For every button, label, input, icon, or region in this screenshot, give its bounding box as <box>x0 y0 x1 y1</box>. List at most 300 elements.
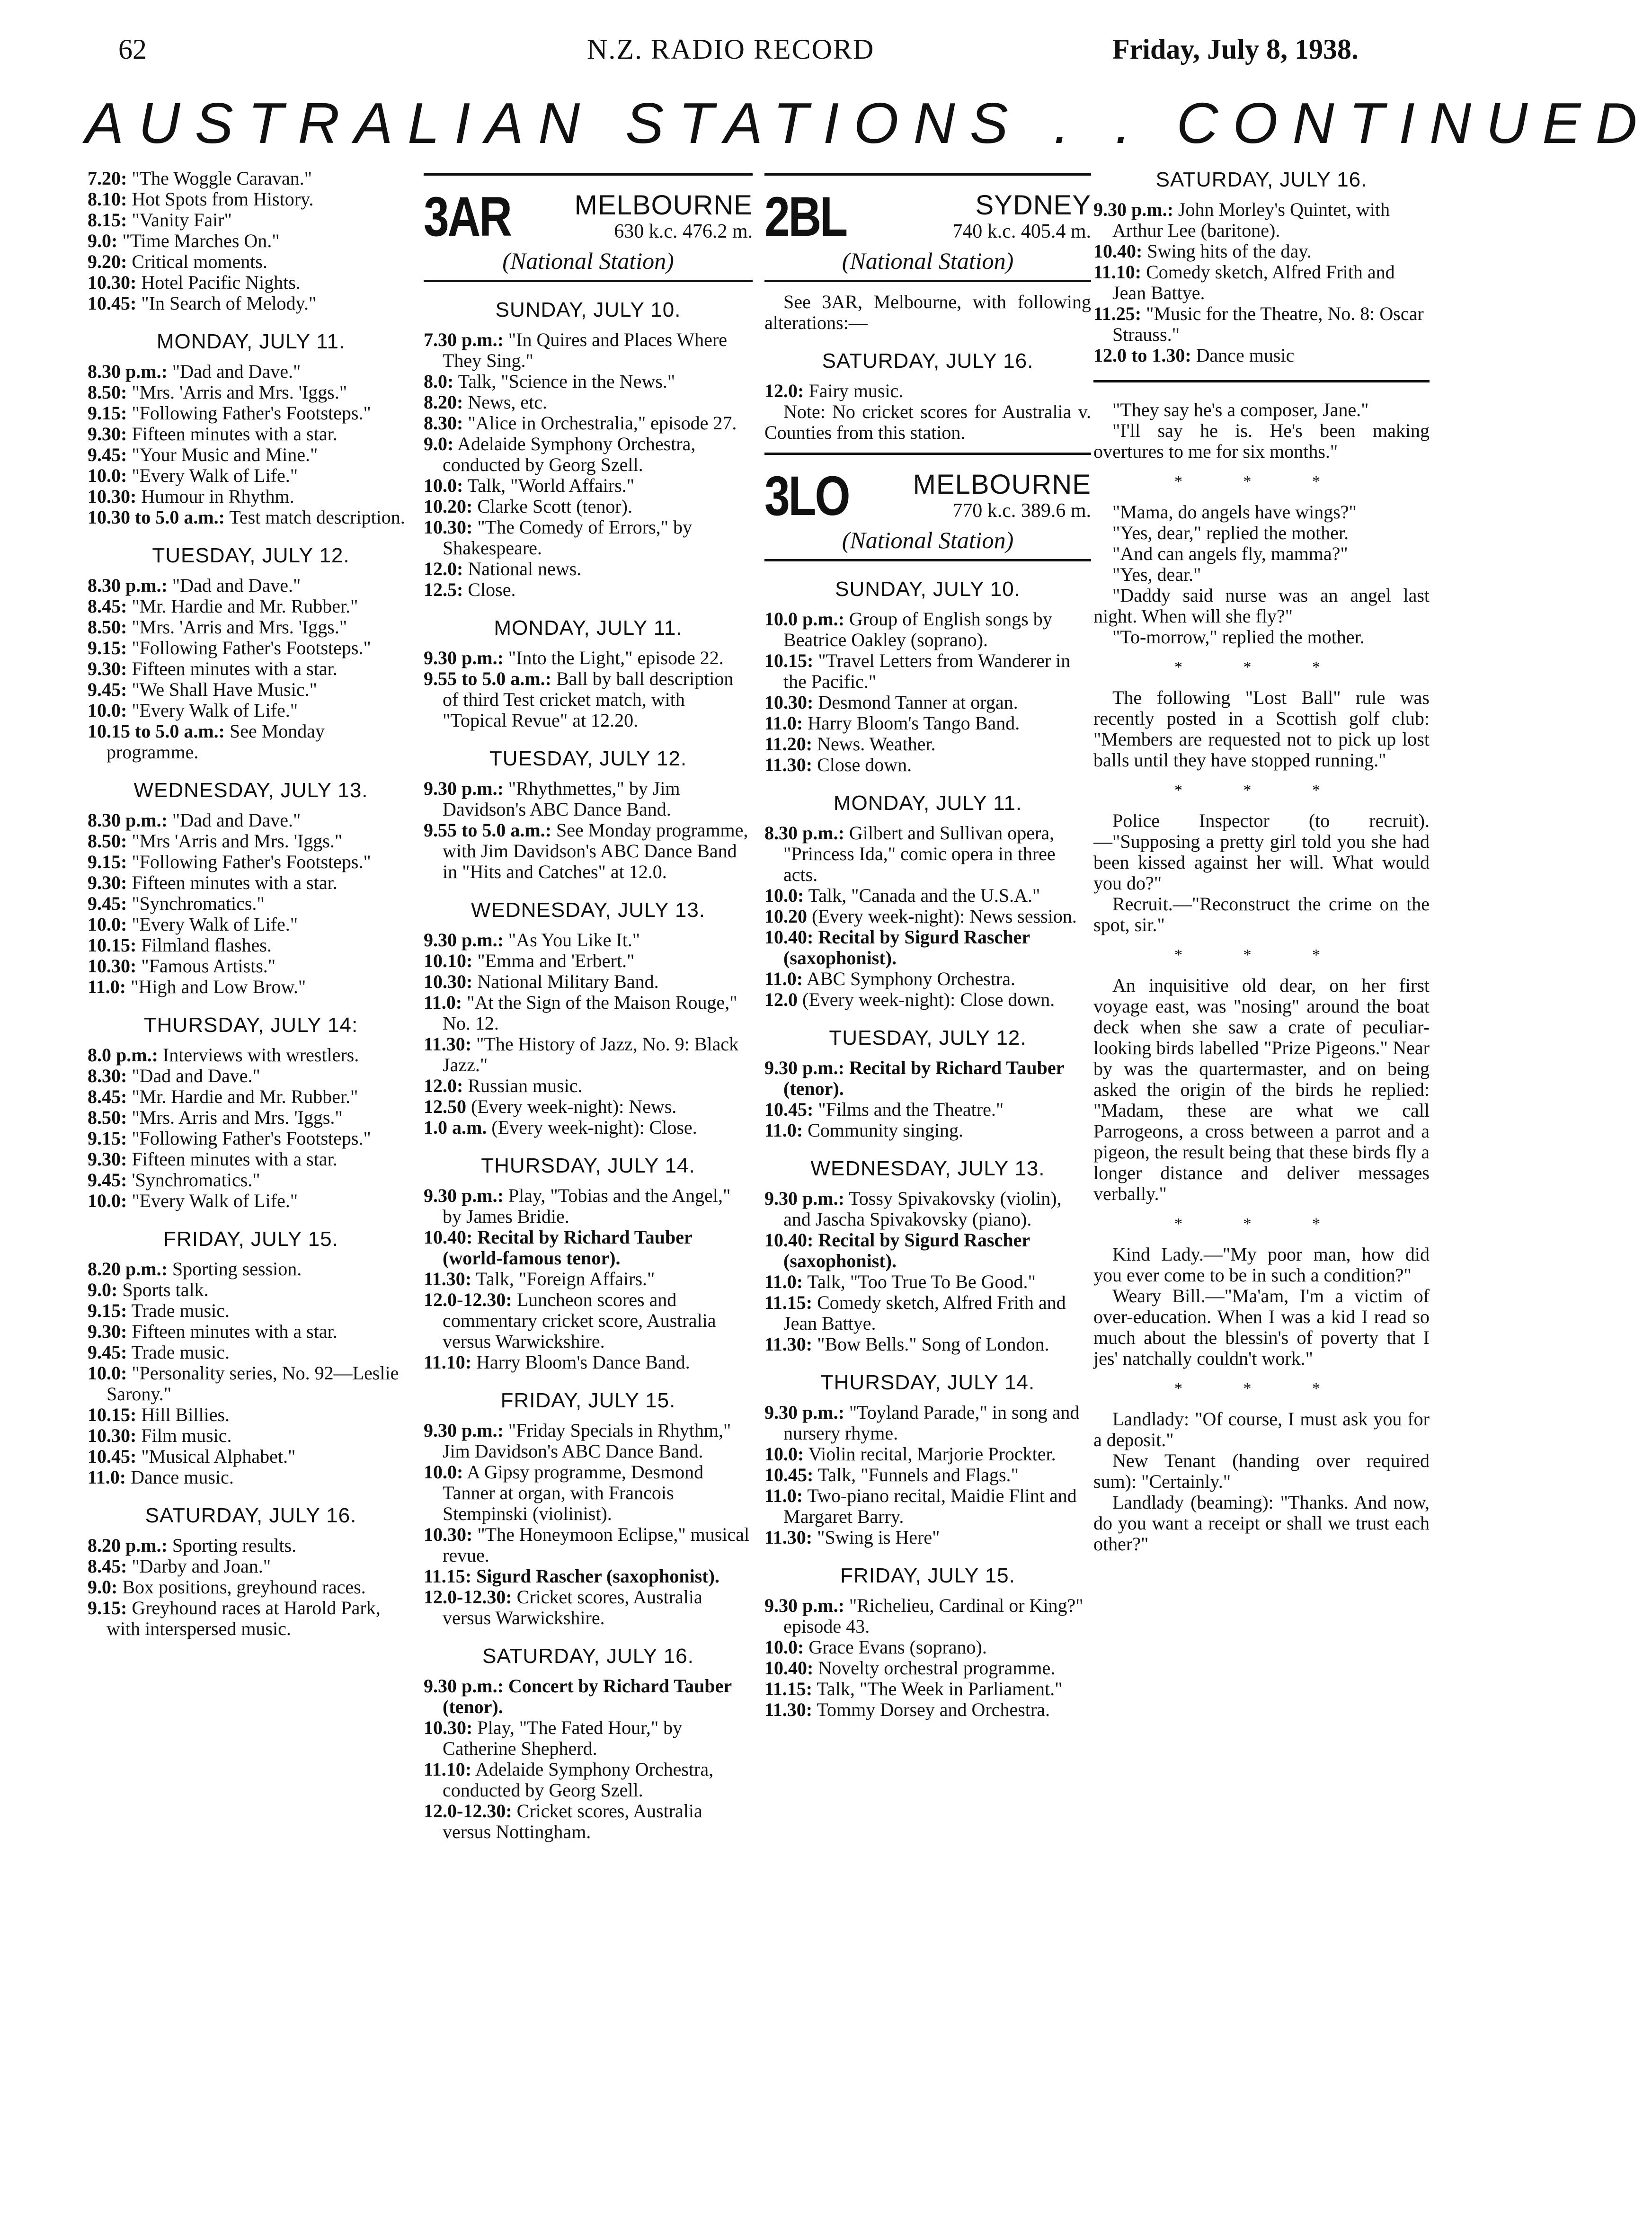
program-item <box>88 679 414 700</box>
column-4 <box>1093 168 1430 1555</box>
program-item <box>88 465 414 486</box>
program-item <box>88 721 414 763</box>
joke-paragraph: "And can angels fly, mamma?" <box>1112 543 1348 564</box>
program-item <box>88 231 414 251</box>
section-banner: AUSTRALIAN STATIONS . . CONTINUED <box>85 91 1652 155</box>
program-time: 11.0: <box>764 1485 803 1506</box>
day-heading: SUNDAY, JULY 10. <box>835 578 1021 601</box>
joke-paragraph: "To-morrow," replied the mother. <box>1112 626 1365 648</box>
program-item <box>88 1467 414 1488</box>
divider <box>424 280 753 282</box>
program-title: "Following Father's Footsteps." <box>127 402 371 424</box>
program-time: 9.30 p.m.: <box>424 929 504 951</box>
program-title: "Every Walk of Life." <box>127 914 298 935</box>
program-item <box>88 1446 414 1467</box>
program-time: 10.0: <box>764 1636 804 1658</box>
program-item <box>88 575 414 596</box>
program-title: Sporting session. <box>167 1258 302 1280</box>
program-title: "Following Father's Footsteps." <box>127 851 371 872</box>
program-title: Clarke Scott (tenor). <box>472 496 633 517</box>
program-title: Talk, "Canada and the U.S.A." <box>804 885 1040 906</box>
program-item <box>424 1801 753 1842</box>
program-title: Fifteen minutes with a star. <box>127 872 338 893</box>
program-time: 10.40: <box>764 1657 814 1679</box>
program-title: "Musical Alphabet." <box>136 1446 296 1467</box>
day-listings <box>764 578 1091 1720</box>
program-title: 'Synchromatics." <box>127 1169 260 1191</box>
program-time: 10.0: <box>88 914 127 935</box>
column-3 <box>764 170 1091 1720</box>
program-title: "High and Low Brow." <box>126 976 306 997</box>
program-time: 9.45: <box>88 444 127 465</box>
program-item <box>88 1404 414 1425</box>
day-listings <box>424 298 753 1842</box>
program-title: Novelty orchestral programme. <box>813 1657 1056 1679</box>
program-time: 9.15: <box>88 1300 127 1321</box>
program-title: "Into the Light," episode 22. <box>503 647 724 668</box>
program-title: "Bow Bells." Song of London. <box>812 1333 1049 1355</box>
program-item <box>424 434 753 475</box>
station-header-3lo <box>764 465 1091 527</box>
program-time: 8.20 p.m.: <box>88 1258 168 1280</box>
program-title: Filmland flashes. <box>136 934 272 956</box>
day-heading: SATURDAY, JULY 16. <box>822 349 1034 373</box>
station-city: MELBOURNE <box>913 469 1091 500</box>
program-item <box>764 381 1091 401</box>
program-title: (Every week-night): Close down. <box>798 989 1055 1010</box>
program-item <box>88 1535 414 1556</box>
program-item <box>88 272 414 293</box>
program-item <box>764 1271 1091 1292</box>
program-time: 9.30 p.m.: <box>1093 199 1173 220</box>
program-item <box>764 1595 1091 1637</box>
program-item <box>424 1587 753 1628</box>
program-item <box>764 1485 1091 1527</box>
program-item <box>1093 262 1430 303</box>
program-time: 8.45: <box>88 1555 127 1577</box>
program-title: Hotel Pacific Nights. <box>136 272 301 293</box>
program-item <box>764 885 1091 906</box>
program-title: Community singing. <box>803 1120 964 1141</box>
program-title: Adelaide Symphony Orchestra, conducted by Georg Szell. <box>443 1759 714 1801</box>
program-title: Cricket scores, Australia versus Nottingham. <box>443 1800 702 1842</box>
program-item <box>424 1462 753 1524</box>
program-item <box>88 251 414 272</box>
station-type: (National Station) <box>502 248 674 274</box>
program-item <box>424 496 753 517</box>
program-item <box>88 700 414 721</box>
program-item <box>424 648 753 668</box>
program-title: "In Search of Melody." <box>136 293 317 314</box>
program-item <box>88 1107 414 1128</box>
program-title: Harry Bloom's Dance Band. <box>471 1351 690 1373</box>
program-title: Play, "The Fated Hour," by Catherine Shepherd. <box>443 1717 683 1759</box>
station-call-sign: 3LO <box>764 465 849 527</box>
day-listing-single <box>1093 168 1430 366</box>
program-title: (Every week-night): News session. <box>807 906 1077 927</box>
joke-paragraph: Landlady (beaming): "Thanks. And now, do you want a receipt or shall we trust each other?" <box>1093 1492 1430 1555</box>
program-title: National Military Band. <box>472 971 659 992</box>
program-time: 10.45: <box>764 1099 814 1120</box>
program-time: 11.20: <box>764 733 813 755</box>
joke-paragraph: The following "Lost Ball" rule was recently posted in a Scottish golf club: "Members are requested not to pick up lost balls until they have stopped running." <box>1093 687 1430 771</box>
joke-paragraph: An inquisitive old dear, on her first voyage east, was "nosing" around the boat deck when she saw a crate of peculiar-looking birds labelled "Prize Pigeons." Near by was the quartermaster, and on being asked the origin of the birds he replied: "Madam, these are what we call Parrogeons, a cross between a parrot and a pigeon, the result being that these birds fly a longer distance and deliver messages verbally." <box>1093 975 1430 1204</box>
program-title: Recital by Sigurd Rascher (saxophonist). <box>783 1229 1030 1271</box>
day-heading: THURSDAY, JULY 14. <box>820 1371 1035 1394</box>
program-title: "Mrs 'Arris and Mrs. 'Iggs." <box>127 830 343 852</box>
program-item <box>764 1465 1091 1485</box>
joke-paragraph: "Mama, do angels have wings?" <box>1112 501 1357 523</box>
program-time: 8.50: <box>88 830 127 852</box>
program-item <box>764 1679 1091 1699</box>
program-title: "The Comedy of Errors," by Shakespeare. <box>443 516 692 559</box>
program-item <box>424 1076 753 1096</box>
program-item <box>88 1577 414 1598</box>
station-info <box>533 191 753 243</box>
program-item <box>424 475 753 496</box>
program-title: "Famous Artists." <box>136 955 276 977</box>
program-item <box>88 658 414 679</box>
station-call-sign: 3AR <box>424 186 511 248</box>
program-item <box>764 609 1091 650</box>
section-separator: * * * <box>1174 782 1349 799</box>
program-item <box>424 517 753 559</box>
program-time: 10.30: <box>424 516 473 538</box>
program-title: Sporting results. <box>167 1535 297 1556</box>
program-item <box>424 1269 753 1289</box>
program-title: "Music for the Theatre, No. 8: Oscar Strauss." <box>1112 303 1424 345</box>
program-time: 9.30 p.m.: <box>424 1185 504 1206</box>
program-time: 10.0: <box>764 885 804 906</box>
program-item <box>764 734 1091 755</box>
program-item <box>764 1058 1091 1099</box>
program-title: Greyhound races at Harold Park, with interspersed music. <box>107 1597 381 1639</box>
day-heading: FRIDAY, JULY 15. <box>840 1564 1015 1587</box>
program-time: 8.0: <box>424 371 454 392</box>
program-time: 10.30 to 5.0 a.m.: <box>88 507 225 528</box>
program-time: 10.0: <box>424 475 463 496</box>
program-time: 12.0: <box>764 380 804 401</box>
program-time: 8.45: <box>88 596 127 617</box>
program-time: 12.0 <box>764 989 798 1010</box>
program-title: "Every Walk of Life." <box>127 465 298 486</box>
day-heading: THURSDAY, JULY 14: <box>143 1013 358 1037</box>
program-title: Close down. <box>812 754 912 775</box>
joke-paragraph: "They say he's a composer, Jane." <box>1112 399 1369 420</box>
program-item <box>88 1425 414 1446</box>
program-time: 11.30: <box>764 1333 813 1355</box>
program-title: Tommy Dorsey and Orchestra. <box>812 1699 1050 1720</box>
program-title: "Following Father's Footsteps." <box>127 1128 371 1149</box>
program-item <box>764 692 1091 713</box>
day-heading: TUESDAY, JULY 12. <box>489 747 687 770</box>
program-item <box>1093 199 1430 241</box>
program-item <box>424 971 753 992</box>
program-item <box>88 486 414 507</box>
program-item <box>88 382 414 403</box>
station-info <box>873 191 1091 243</box>
program-item <box>764 1334 1091 1355</box>
program-item <box>424 1096 753 1117</box>
program-title: Ball by ball description of third Test cricket match, with "Topical Revue" at 12.20. <box>443 668 734 731</box>
program-time: 10.30: <box>88 1425 137 1446</box>
station-header-2bl <box>764 186 1091 248</box>
day-heading: THURSDAY, JULY 14. <box>481 1154 695 1177</box>
program-item <box>88 1170 414 1191</box>
program-item <box>764 1188 1091 1230</box>
program-time: 11.25: <box>1093 303 1142 324</box>
program-item <box>764 989 1091 1010</box>
program-time: 9.30 p.m.: <box>764 1595 844 1616</box>
program-item <box>88 596 414 617</box>
program-time: 11.0: <box>764 1120 803 1141</box>
joke-paragraph: "Yes, dear." <box>1112 564 1201 585</box>
program-item <box>764 1527 1091 1548</box>
program-item <box>88 1321 414 1342</box>
program-time: 7.20: <box>88 168 127 189</box>
program-title: Trade music. <box>127 1342 230 1363</box>
program-item <box>764 1658 1091 1679</box>
program-time: 11.30: <box>764 1527 813 1548</box>
program-title: "Alice in Orchestralia," episode 27. <box>463 412 737 434</box>
program-item <box>764 969 1091 989</box>
program-title: "Friday Specials in Rhythm," Jim Davidson's ABC Dance Band. <box>443 1420 731 1462</box>
program-item <box>424 992 753 1034</box>
program-title: Test match description. <box>224 507 405 528</box>
program-time: 10.40: <box>764 926 814 948</box>
program-title: "Mr. Hardie and Mr. Rubber." <box>127 1086 358 1107</box>
station-note: Note: No cricket scores for Australia v. Counties from this station. <box>764 401 1091 443</box>
program-title: "Synchromatics." <box>127 893 265 914</box>
program-time: 11.0: <box>88 976 126 997</box>
program-title: Recital by Sigurd Rascher (saxophonist). <box>783 926 1030 969</box>
program-time: 8.15: <box>88 209 127 231</box>
program-item <box>424 778 753 820</box>
program-time: 9.15: <box>88 851 127 872</box>
program-item <box>424 1185 753 1227</box>
station-type: (National Station) <box>842 527 1014 553</box>
program-title: Hot Spots from History. <box>127 188 314 210</box>
program-item <box>88 893 414 914</box>
program-title: John Morley's Quintet, with Arthur Lee (baritone). <box>1112 199 1390 241</box>
program-time: 10.0: <box>88 465 127 486</box>
program-time: 8.50: <box>88 616 127 638</box>
station-frequency: 740 k.c. 405.4 m. <box>952 221 1091 242</box>
program-time: 8.30 p.m.: <box>764 822 844 844</box>
program-time: 9.30: <box>88 872 127 893</box>
section-separator: * * * <box>1174 1215 1349 1233</box>
program-time: 9.15: <box>88 637 127 658</box>
program-item <box>424 579 753 600</box>
program-time: 9.55 to 5.0 a.m.: <box>424 819 551 841</box>
program-title: "The Woggle Caravan." <box>127 168 312 189</box>
program-title: Luncheon scores and commentary cricket score, Australia versus Warwickshire. <box>443 1289 716 1352</box>
program-time: 11.0: <box>764 968 803 989</box>
program-item <box>88 444 414 465</box>
program-title: "Dad and Dave." <box>167 809 301 831</box>
program-time: 12.5: <box>424 579 463 600</box>
program-item <box>424 1117 753 1138</box>
program-time: 9.55 to 5.0 a.m.: <box>424 668 551 689</box>
station-city: SYDNEY <box>975 190 1091 221</box>
program-item <box>424 1676 753 1717</box>
program-time: 12.0 to 1.30: <box>1093 345 1191 366</box>
day-heading: SUNDAY, JULY 10. <box>495 298 681 321</box>
program-item <box>88 1280 414 1300</box>
program-time: 10.45: <box>88 1446 137 1467</box>
program-time: 11.30: <box>424 1268 472 1289</box>
program-title: "Emma and 'Erbert." <box>472 950 635 971</box>
program-time: 10.40: <box>1093 240 1143 262</box>
program-title: "Mrs. 'Arris and Mrs. 'Iggs." <box>127 382 347 403</box>
program-time: 10.20 <box>764 906 807 927</box>
program-time: 9.30 p.m.: <box>424 1675 504 1697</box>
program-title: "Mrs. 'Arris and Mrs. 'Iggs." <box>127 616 347 638</box>
publication-title: N.Z. RADIO RECORD <box>587 34 875 65</box>
program-item <box>88 956 414 977</box>
program-title: Talk, "Too True To Be Good." <box>803 1271 1036 1292</box>
station-call-sign: 2BL <box>764 186 846 248</box>
program-item <box>88 210 414 231</box>
program-item <box>424 1034 753 1076</box>
program-time: 10.15 to 5.0 a.m.: <box>88 720 225 742</box>
program-title: Fairy music. <box>804 380 904 401</box>
program-item <box>764 1292 1091 1334</box>
program-title: A Gipsy programme, Desmond Tanner at organ, with Francois Stempinski (violinist). <box>443 1461 704 1524</box>
program-title: "Mrs. Arris and Mrs. 'Iggs." <box>127 1107 343 1128</box>
station-info <box>873 470 1091 522</box>
program-time: 10.15: <box>88 934 137 956</box>
program-time: 8.30: <box>88 1065 127 1086</box>
joke-paragraph: "Daddy said nurse was an angel last night. When will she fly?" <box>1093 585 1430 627</box>
program-title: Harry Bloom's Tango Band. <box>803 712 1020 734</box>
section-separator: * * * <box>1174 658 1349 676</box>
program-title: Recital by Richard Tauber (world-famous tenor). <box>443 1227 693 1269</box>
program-time: 10.0: <box>424 1461 463 1483</box>
program-time: 9.45: <box>88 1342 127 1363</box>
program-time: 12.0-12.30: <box>424 1800 512 1822</box>
column-2 <box>424 170 753 1842</box>
program-time: 9.45: <box>88 679 127 700</box>
program-item <box>88 1363 414 1404</box>
program-time: 9.0: <box>88 1279 118 1300</box>
program-title: Comedy sketch, Alfred Frith and Jean Battye. <box>783 1292 1066 1334</box>
day-heading: FRIDAY, JULY 15. <box>163 1227 338 1251</box>
section-separator: * * * <box>1174 473 1349 490</box>
program-item <box>88 1045 414 1066</box>
program-item <box>88 977 414 997</box>
program-item <box>424 329 753 371</box>
day-heading: MONDAY, JULY 11. <box>494 616 683 640</box>
program-title: "Following Father's Footsteps." <box>127 637 371 658</box>
program-item <box>424 1566 753 1587</box>
program-time: 10.30: <box>424 1717 473 1738</box>
program-title: National news. <box>463 558 582 579</box>
program-title: News, etc. <box>463 391 548 413</box>
program-time: 8.30: <box>424 412 463 434</box>
program-title: "In Quires and Places Where They Sing." <box>443 329 727 371</box>
program-item <box>764 1699 1091 1720</box>
program-item <box>764 755 1091 775</box>
program-item <box>88 914 414 935</box>
station-city: MELBOURNE <box>574 190 753 221</box>
program-time: 11.0: <box>764 1271 803 1292</box>
program-time: 10.30: <box>88 486 137 507</box>
section-separator: * * * <box>1174 1380 1349 1397</box>
program-item <box>1093 345 1430 366</box>
program-item <box>764 1402 1091 1444</box>
program-title: Russian music. <box>463 1075 583 1096</box>
program-time: 9.30: <box>88 658 127 679</box>
program-item <box>764 927 1091 969</box>
program-item <box>88 638 414 658</box>
day-heading: SATURDAY, JULY 16. <box>482 1644 694 1668</box>
program-title: Talk, "Funnels and Flags." <box>813 1464 1019 1485</box>
program-item <box>88 935 414 956</box>
program-title: (Every week-night): Close. <box>487 1117 697 1138</box>
program-title: "Vanity Fair" <box>127 209 232 231</box>
program-time: 8.10: <box>88 188 127 210</box>
program-item <box>88 361 414 382</box>
program-item <box>424 1524 753 1566</box>
program-title: Trade music. <box>127 1300 230 1321</box>
joke-paragraph: Weary Bill.—"Ma'am, I'm a victim of over-education. When I was a kid I read so much about the blessin's of poverty that I jes' natchally couldn't work." <box>1093 1285 1430 1369</box>
program-time: 10.30: <box>424 1524 473 1545</box>
joke-paragraph: Kind Lady.—"My poor man, how did you ever come to be in such a condition?" <box>1093 1244 1430 1286</box>
program-item <box>88 1191 414 1211</box>
program-time: 10.15: <box>764 650 814 671</box>
program-time: 9.30: <box>88 423 127 444</box>
joke-list <box>1093 385 1430 1555</box>
program-item <box>88 852 414 872</box>
program-time: 11.15: <box>764 1678 813 1699</box>
program-item <box>88 424 414 444</box>
program-title: "As You Like It." <box>503 929 640 951</box>
program-time: 8.50: <box>88 1107 127 1128</box>
program-time: 10.40: <box>764 1229 814 1251</box>
program-time: 7.30 p.m.: <box>424 329 504 350</box>
program-item <box>88 168 414 189</box>
day-heading: TUESDAY, JULY 12. <box>829 1026 1027 1049</box>
program-title: Talk, "The Week in Parliament." <box>812 1678 1063 1699</box>
program-item <box>764 1230 1091 1271</box>
program-item <box>88 1259 414 1280</box>
day-heading: TUESDAY, JULY 12. <box>152 544 350 567</box>
divider <box>764 453 1091 455</box>
program-item <box>88 1556 414 1577</box>
program-title: Fifteen minutes with a star. <box>127 658 338 679</box>
program-item <box>88 403 414 424</box>
program-time: 9.15: <box>88 1597 127 1618</box>
program-item <box>88 507 414 528</box>
program-time: 10.0: <box>764 1443 804 1465</box>
program-title: Concert by Richard Tauber (tenor). <box>443 1675 732 1717</box>
program-item <box>88 831 414 852</box>
program-time: 9.30: <box>88 1321 127 1342</box>
program-item <box>88 293 414 314</box>
joke-paragraph: "Yes, dear," replied the mother. <box>1112 522 1349 543</box>
station-note: See 3AR, Melbourne, with following alterations:— <box>764 291 1091 333</box>
program-item <box>1093 241 1430 262</box>
program-title: Interviews with wrestlers. <box>158 1044 359 1066</box>
program-title: Swing hits of the day. <box>1142 240 1312 262</box>
program-item <box>764 650 1091 692</box>
program-item <box>88 1342 414 1363</box>
joke-paragraph: "I'll say he is. He's been making overtures to me for six months." <box>1093 420 1430 462</box>
program-item <box>424 1717 753 1759</box>
program-time: 12.0: <box>424 558 463 579</box>
program-time: 9.45: <box>88 893 127 914</box>
